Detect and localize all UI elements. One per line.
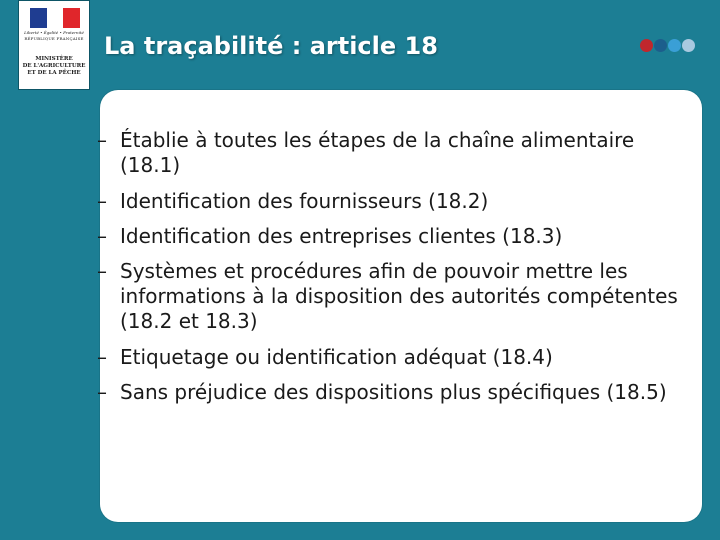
bullet-text: Établie à toutes les étapes de la chaîne alimentaire (18.1): [120, 128, 635, 177]
dot-icon: [654, 39, 667, 52]
bullet-marker: –: [97, 224, 107, 248]
list-item: [0, 345, 680, 370]
bullet-marker: –: [97, 345, 107, 369]
bullet-text: Systèmes et procédures afin de pouvoir mettre les informations à la disposition des autorités compétentes (18.2 et 18.3): [120, 259, 678, 333]
logo-ministry-line: MINISTÈRE: [35, 56, 73, 62]
slide-title: La traçabilité : article 18: [104, 32, 438, 60]
logo-ministry-line: DE L'AGRICULTURE: [22, 63, 86, 69]
dot-icon: [682, 39, 695, 52]
logo-ministry-name: [19, 56, 89, 77]
ministry-logo: [18, 0, 90, 90]
dot-icon: [640, 39, 653, 52]
bullet-marker: –: [97, 380, 107, 404]
bullet-text: Etiquetage ou identification adéquat (18.4): [120, 345, 553, 369]
bullet-marker: –: [97, 128, 107, 152]
list-item: [0, 259, 680, 334]
dot-icon: [668, 39, 681, 52]
list-item: [0, 128, 680, 178]
bullet-text: Identification des fournisseurs (18.2): [120, 189, 489, 213]
bullet-marker: –: [97, 189, 107, 213]
logo-motto: Liberté • Égalité • Fraternité: [24, 30, 84, 35]
french-flag-icon: [30, 8, 80, 28]
logo-ministry-line: ET DE LA PÊCHE: [27, 70, 81, 76]
list-item: [0, 380, 680, 405]
bullet-marker: –: [97, 259, 107, 283]
list-item: [0, 224, 680, 249]
bullet-text: Sans préjudice des dispositions plus spécifiques (18.5): [120, 380, 667, 404]
logo-republique: RÉPUBLIQUE FRANÇAISE: [24, 36, 84, 41]
bullet-list: [0, 128, 680, 416]
bullet-text: Identification des entreprises clientes (18.3): [120, 224, 563, 248]
list-item: [0, 189, 680, 214]
